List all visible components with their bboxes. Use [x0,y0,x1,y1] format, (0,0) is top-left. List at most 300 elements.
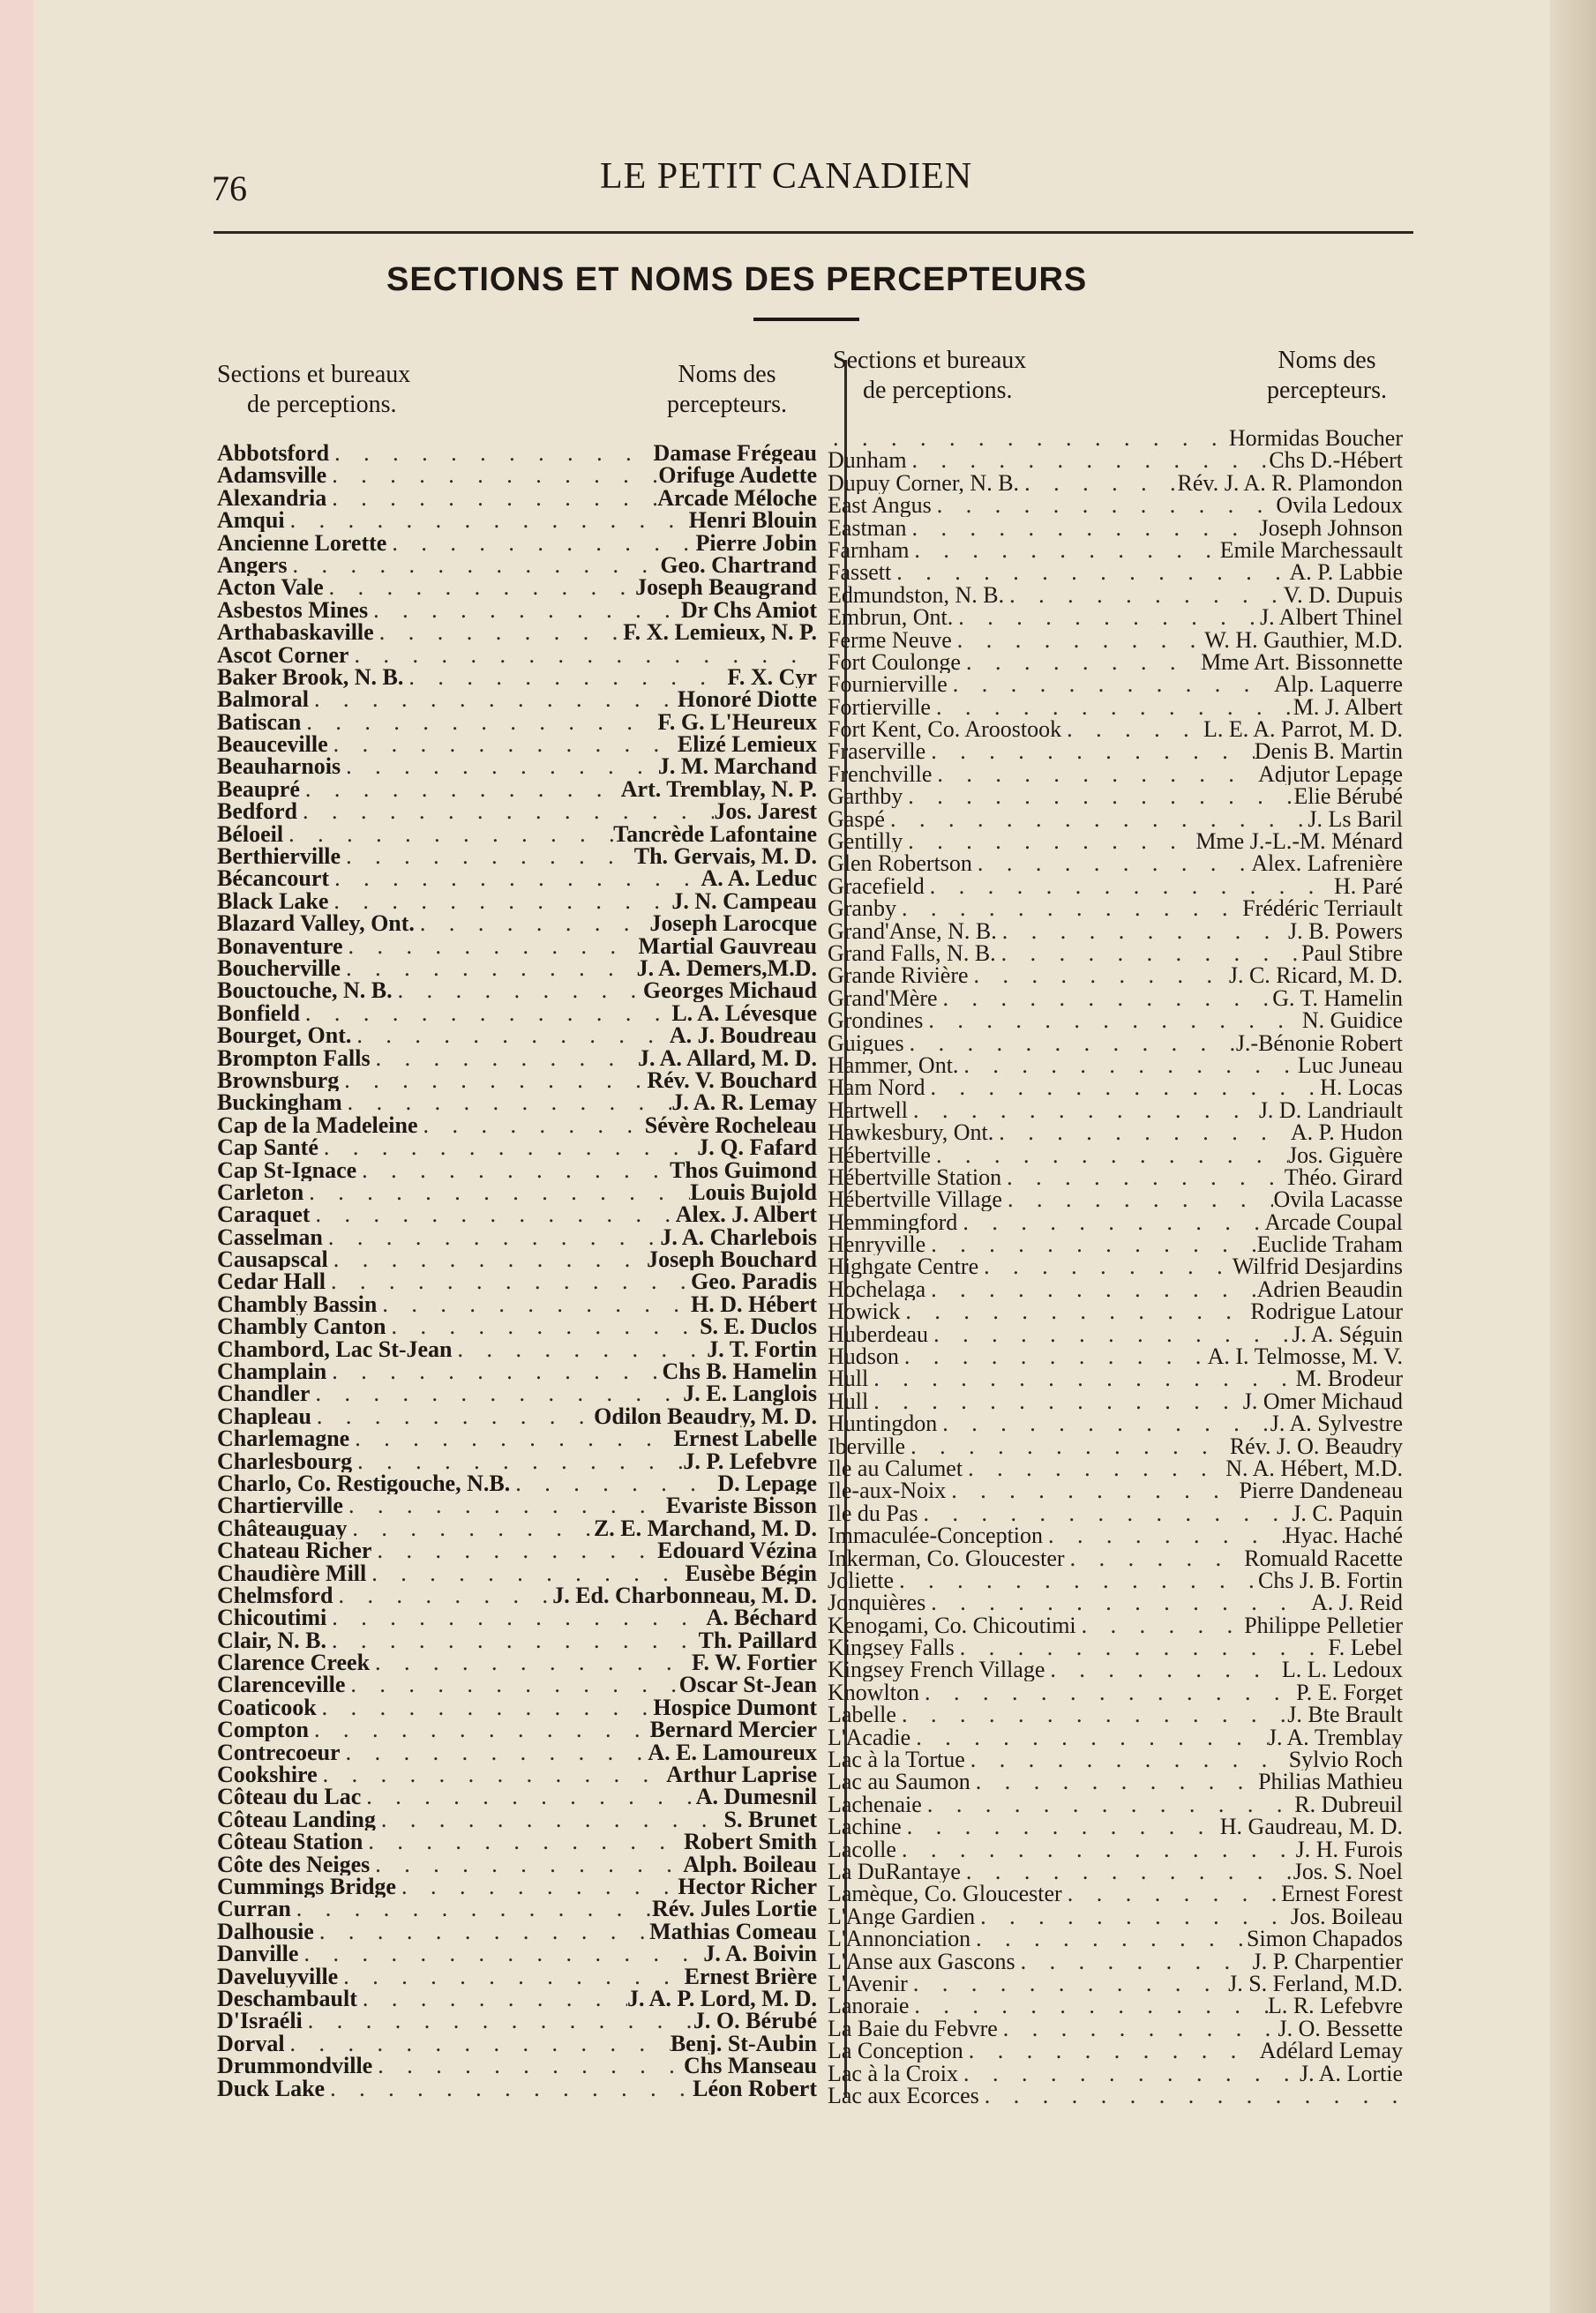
dot-leader [376,1808,724,1830]
list-item [217,1808,817,1830]
dot-leader [896,1703,1287,1725]
dot-leader [329,867,701,889]
list-item [828,1188,1403,1210]
list-item [828,1950,1403,1972]
list-item [217,688,817,710]
section-name: Charlo, Co. Restigouche, N.B. [217,1471,511,1495]
percepteur-name: J. Q. Fafard [697,1136,817,1159]
percepteur-name: Rodrigue Latour [1250,1300,1403,1323]
list-item [217,576,817,598]
dot-leader [1019,472,1177,494]
list-item [217,2055,817,2077]
list-item [217,912,817,934]
section-name: Berthierville [217,845,341,868]
dot-leader [287,554,660,576]
list-item [828,1032,1403,1054]
section-name: Bonaventure [217,934,343,957]
percepteur-name: Arcade Méloche [657,486,817,510]
list-item [828,1211,1403,1233]
dot-leader [922,1793,1294,1815]
list-item [828,1703,1403,1725]
sections-header-line1: Sections et bureaux [217,361,411,388]
list-item [217,1898,817,1920]
dot-leader [341,1741,648,1763]
dot-leader [907,517,1260,539]
percepteur-name: J. A. Séguin [1292,1322,1403,1346]
section-name: Frenchville [828,762,933,786]
sections-header-line2: de perceptions. [863,377,1013,404]
list-item [828,1345,1403,1367]
list-item [828,1928,1403,1950]
percepteur-name: Joseph Larocque [649,912,817,935]
percepteur-name: Chs Manseau [684,2055,817,2077]
list-item [828,1905,1403,1928]
percepteur-name: G. T. Hamelin [1272,986,1403,1010]
dot-leader [371,1047,638,1069]
list-item [217,487,817,509]
list-item [217,1629,817,1651]
percepteur-name: V. D. Dupuis [1283,583,1403,607]
percepteur-name: Philias Mathieu [1258,1770,1403,1793]
section-name: Farnham [828,538,910,562]
section-name: Granby [828,897,896,920]
section-name: Chartierville [217,1494,343,1517]
percepteur-name: Pierre Dandeneau [1239,1479,1403,1502]
dot-leader [329,442,653,464]
list-item [828,875,1403,897]
list-item [217,599,817,621]
section-name: Clarence Creek [217,1651,371,1674]
dot-leader [828,427,1229,449]
section-name: Angers [217,553,288,577]
list-item [828,808,1403,830]
list-item [828,1367,1403,1389]
main-heading: SECTIONS ET NOMS DES PERCEPTEURS [386,261,1088,298]
dot-leader [925,1591,1311,1613]
list-item [217,1853,817,1875]
dot-leader [925,1233,1256,1255]
section-name: Boucherville [217,956,341,980]
percepteur-name: J. Albert Thinel [1259,606,1403,629]
section-name: Fort Coulonge [828,650,961,674]
noms-header-line1: Noms des [1278,347,1376,374]
percepteur-name: H. Locas [1320,1076,1403,1099]
section-name: Deschambault [217,1987,357,2010]
sections-header-line1: Sections et bureaux [833,347,1027,374]
section-name: Gaspé [828,807,885,831]
section-name: Clair, N. B. [217,1628,326,1652]
list-item [828,1748,1403,1770]
dot-leader [326,1360,662,1382]
section-name: Grand'Anse, N. B. [828,919,997,942]
percepteur-name: Odilon Beaudry, M. D. [594,1404,817,1428]
percepteur-name: J. A. Charlebois [660,1225,817,1249]
dot-leader [343,1494,666,1516]
dot-leader [931,696,1293,718]
section-name: L'Anse aux Gascons [828,1950,1015,1972]
percepteur-name: Evariste Bisson [665,1494,817,1517]
section-name: Drummondville [217,2055,373,2077]
list-item [828,673,1403,695]
percepteur-name: J. P. Lefebvre [683,1449,817,1472]
dot-leader [326,464,658,486]
dot-leader [297,800,714,822]
section-name: Duck Lake [217,2077,326,2100]
list-item [828,987,1403,1009]
dot-leader [925,875,1334,897]
header-rule [214,231,1413,234]
section-name: Balmoral [217,688,309,711]
percepteur-name: F. G. L'Heureux [657,710,817,734]
dot-leader [910,1726,1268,1748]
list-item [217,778,817,800]
dot-leader [326,1270,691,1292]
sections-header [217,360,410,420]
dot-leader [905,1435,1230,1457]
list-item [217,1047,817,1069]
percepteur-name: J. A. Sylvestre [1270,1412,1403,1435]
right-entries-list [828,425,1403,2107]
section-name: Compton [217,1718,310,1741]
section-name: Lachenaie [828,1793,922,1816]
list-item [217,532,817,554]
list-item [217,1405,817,1427]
section-name: Dalhousie [217,1920,314,1943]
list-item [217,1450,817,1472]
dot-leader [342,1091,672,1113]
list-item [217,442,817,464]
dot-leader [328,1248,647,1270]
noms-header [1267,346,1387,406]
section-name: Cap de la Madeleine [217,1113,418,1137]
percepteur-name: Hector Richer [678,1875,817,1898]
percepteur-name: Ernest Labelle [673,1427,817,1450]
section-name: Chandler [217,1382,311,1405]
list-item [828,1233,1403,1255]
section-name: Hartwell [828,1098,908,1122]
percepteur-name: Mme Art. Bissonnette [1201,650,1403,674]
list-item [217,1606,817,1628]
dot-leader [952,629,1204,651]
dot-leader [925,740,1255,762]
dot-leader [970,1928,1247,1950]
running-title: LE PETIT CANADIEN [600,156,973,197]
percepteur-name: Bernard Mercier [649,1718,817,1741]
percepteur-name: A. J. Reid [1311,1591,1403,1614]
percepteur-name: Honoré Diotte [677,688,817,711]
percepteur-name: Henri Blouin [688,509,817,532]
section-name: Champlain [217,1360,327,1383]
percepteur-name: J. O. Bérubé [693,2010,817,2032]
noms-header-line2: percepteurs. [666,391,787,418]
percepteur-name: J. Ed. Charbonneau, M. D. [552,1583,817,1607]
section-name: Clarenceville [217,1673,346,1696]
dot-leader [309,1718,650,1740]
section-name: Dorval [217,2032,285,2055]
dot-leader [1065,1547,1245,1569]
percepteur-name: J. O. Bessette [1278,2017,1403,2040]
list-item [217,867,817,889]
list-item [217,800,817,822]
list-item [828,718,1403,740]
dot-leader [963,2040,1260,2062]
section-name: Causapscal [217,1248,328,1271]
dot-leader [909,539,1219,561]
section-name: Immaculée-Conception [828,1524,1044,1547]
percepteur-name: J.-Bénonie Robert [1235,1031,1403,1054]
list-item [217,755,817,777]
section-name: Bouctouche, N. B. [217,979,393,1002]
list-item [828,2062,1403,2085]
dot-leader [298,1942,703,1965]
dot-leader [948,673,1274,695]
section-name: Kenogami, Co. Chicoutimi [828,1613,1076,1637]
dot-leader [372,2055,684,2077]
percepteur-name: A. E. Lamoureux [648,1740,817,1764]
percepteur-name: Chs D.-Hébert [1269,449,1403,472]
percepteur-name: Joseph Bouchard [647,1248,817,1271]
section-name: Chelmsford [217,1583,333,1607]
list-item [828,1793,1403,1815]
section-name: Hudson [828,1345,899,1368]
section-name: Acton Vale [217,576,324,599]
percepteur-name: F. X. Lemieux, N. P. [623,621,817,644]
percepteur-name: Philippe Pelletier [1244,1613,1403,1637]
dot-leader [963,1457,1225,1479]
section-name: La Baie du Febvre [828,2017,998,2040]
dot-leader [309,688,678,710]
percepteur-name: Hyac. Haché [1284,1524,1403,1547]
list-item [828,517,1403,539]
percepteur-name: J. A. P. Lord, M. D. [627,1987,817,2010]
percepteur-name: Damase Frégeau [653,442,817,465]
percepteur-name: Alph. Boileau [683,1853,817,1875]
list-item [217,1763,817,1785]
percepteur-name: Elie Bérubé [1293,785,1403,808]
dot-leader [946,1479,1239,1501]
section-name: Lac à la Croix [828,2062,958,2085]
section-name: Eastman [828,516,907,539]
section-name: Alexandria [217,486,327,510]
dot-leader [978,1255,1233,1277]
percepteur-name: Sévère Rocheleau [644,1113,817,1137]
percepteur-name: Z. E. Marchand, M. D. [593,1516,817,1540]
percepteur-name: Thos Guimond [670,1158,817,1181]
list-item [217,666,817,688]
section-name: Kingsey French Village [828,1658,1045,1681]
section-name: Bonfield [217,1001,300,1025]
dot-leader [907,449,1270,471]
section-name: Côte des Neiges [217,1853,371,1875]
dot-leader [283,823,613,845]
list-item [828,1502,1403,1524]
sections-header [833,346,1026,406]
section-name: Lac au Saumon [828,1770,970,1793]
percepteur-name: Th. Paillard [698,1628,817,1652]
dot-leader [909,1995,1268,2017]
dot-leader [1004,584,1284,606]
section-name: Grand'Mère [828,986,938,1010]
dot-leader [368,599,681,621]
list-item [217,1293,817,1315]
percepteur-name: J. A. Lortie [1300,2062,1403,2085]
dot-leader [885,808,1308,830]
list-item [217,1965,817,1987]
list-item [217,1673,817,1695]
percepteur-name: Geo. Paradis [691,1270,817,1293]
list-item [828,1412,1403,1434]
dot-leader [993,1121,1291,1143]
list-item [217,1741,817,1763]
section-name: Grande Rivière [828,964,969,987]
section-name: Béloeil [217,822,284,846]
dot-leader [868,1367,1295,1389]
list-item [217,509,817,531]
list-item [217,1920,817,1942]
percepteur-name: Rév. J. A. R. Plamondon [1177,471,1403,495]
list-item [217,1718,817,1740]
section-name: Dupuy Corner, N. B. [828,471,1020,495]
list-item [828,539,1403,561]
section-name: Chateau Richer [217,1539,372,1562]
list-item [828,920,1403,942]
section-name: Danville [217,1942,299,1965]
dot-leader [975,1905,1291,1928]
noms-header [667,360,787,420]
section-name: Lachine [828,1815,902,1838]
section-name: Lac aux Ecorces [828,2084,979,2107]
dot-leader [1015,1950,1253,1972]
list-item [828,830,1403,852]
dot-leader [958,2062,1300,2085]
list-item [828,1300,1403,1322]
dot-leader [896,1838,1296,1860]
dot-leader [326,1606,706,1628]
section-name: Labelle [828,1703,896,1726]
dot-leader [965,1748,1289,1770]
list-item [828,1815,1403,1838]
section-name: Cummings Bridge [217,1875,396,1898]
list-item [828,1255,1403,1277]
percepteur-name: Rév. J. O. Beaudry [1229,1434,1403,1457]
percepteur-name: J. A. Boivin [703,1942,817,1965]
dot-leader [343,935,639,957]
dot-leader [310,1203,675,1225]
percepteur-name: J. D. Landriault [1258,1098,1403,1122]
dot-leader [1062,1883,1281,1905]
section-name: L'Annonciation [828,1928,971,1950]
list-item [828,696,1403,718]
dot-leader [925,1076,1320,1098]
dot-leader [285,509,689,531]
dot-leader [333,1584,552,1606]
section-name: Fassett [828,561,892,584]
section-name: Fournierville [828,673,948,696]
percepteur-name: L. R. Lefebvre [1267,1995,1403,2017]
percepteur-name: Jos. Jarest [714,800,817,823]
list-item [828,785,1403,807]
list-item [828,942,1403,964]
percepteur-name: Th. Gervais, M. D. [633,845,817,868]
dot-leader [925,1278,1256,1300]
list-item [828,1323,1403,1345]
right-column [828,346,1403,2107]
section-name: Beauceville [217,733,328,756]
percepteur-name: S. E. Duclos [700,1315,817,1338]
section-name: Howick [828,1300,901,1323]
percepteur-name: Denis B. Martin [1254,740,1403,763]
section-name: Embrun, Ont. [828,606,954,629]
dot-leader [903,785,1293,807]
dot-leader [1076,1614,1245,1636]
section-name: Huberdeau [828,1322,929,1346]
list-item [828,852,1403,874]
percepteur-name: Martial Gauvreau [638,934,817,957]
dot-leader [357,1987,627,2010]
section-name: Iberville [828,1434,906,1457]
percepteur-name: J. C. Ricard, M. D. [1228,964,1403,987]
section-name: Chambly Canton [217,1315,386,1338]
section-name: Gracefield [828,874,925,898]
dot-leader [1002,1188,1274,1210]
list-item [217,2032,817,2055]
section-name: Charlemagne [217,1427,350,1450]
list-item [828,1479,1403,1501]
section-name: Blazard Valley, Ont. [217,912,415,935]
section-name: Carleton [217,1180,304,1204]
percepteur-name: J. B. Powers [1287,919,1403,942]
dot-leader [953,606,1260,628]
list-item [217,1942,817,1965]
list-item [828,1435,1403,1457]
dot-leader [339,1069,647,1091]
section-name: Lacolle [828,1838,896,1860]
percepteur-name: Rév. V. Bouchard [647,1068,817,1092]
list-item [217,1114,817,1136]
dot-leader [904,1032,1236,1054]
section-name: Ile du Pas [828,1501,918,1525]
list-item [828,1726,1403,1748]
dot-leader [351,1024,670,1046]
section-name: Ancienne Lorette [217,531,387,554]
section-name: Coaticook [217,1695,317,1719]
list-item [828,740,1403,762]
section-name: Arthabaskaville [217,621,374,644]
section-name: La Conception [828,2040,963,2062]
percepteur-name: L. A. Lévesque [671,1001,817,1025]
list-item [217,957,817,979]
dot-leader [374,621,624,643]
list-item [828,1658,1403,1680]
section-name: Dunham [828,449,907,472]
dot-leader [386,1315,700,1337]
percepteur-name: Frédéric Terriault [1242,897,1403,920]
list-item [217,1203,817,1225]
percepteur-name: Art. Tremblay, N. P. [620,777,817,801]
percepteur-name: Benj. St-Aubin [670,2032,817,2055]
list-item [828,1972,1403,1995]
list-item [217,1651,817,1673]
left-column-header [217,360,817,439]
section-name: Bedford [217,800,297,823]
dot-leader [341,957,637,979]
dot-leader [891,561,1289,583]
percepteur-name: Adjutor Lepage [1258,762,1403,786]
percepteur-name: Pierre Jobin [695,531,817,554]
percepteur-name: Jos. Boileau [1290,1905,1403,1928]
list-item [828,1860,1403,1883]
percepteur-name: J. A. Allard, M. D. [638,1046,817,1069]
